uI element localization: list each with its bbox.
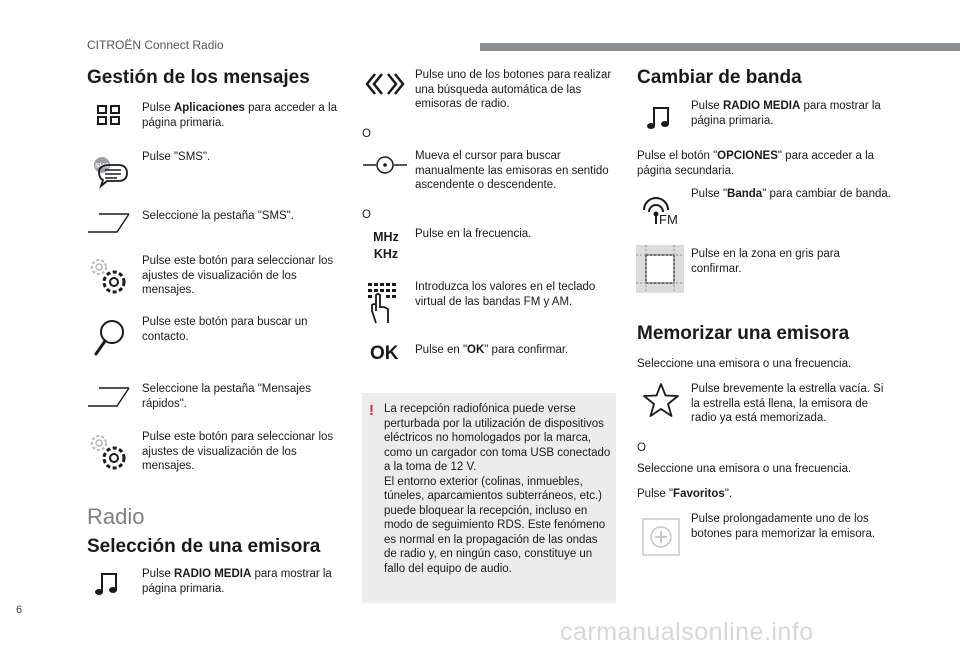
apps-grid-icon	[96, 104, 122, 126]
banda-item-2: Pulse "Banda" para cambiar de banda.	[691, 188, 891, 200]
or-separator: O	[362, 209, 371, 221]
banda-item-3: Pulse en la zona en gris para confirmar.	[691, 248, 840, 275]
frequency-icon-khz: KHz	[373, 247, 399, 261]
tab-icon	[87, 386, 131, 408]
fm-radio-icon	[640, 192, 682, 226]
seek-arrows-icon	[364, 71, 406, 97]
or-separator: O	[637, 442, 646, 454]
middle-item-4: Introduzca los valores en el teclado virtual de las bandas FM y AM.	[415, 281, 596, 308]
gestion-item-3: Seleccione la pestaña "SMS".	[142, 210, 294, 222]
keyboard-hand-icon	[366, 281, 402, 325]
warning-note-text: La recepción radiofónica puede verse perturbada por la utilización de dispositivos eléctricos no homologados por la marca, como un cargador con toma USB conectado a la toma de 12 V. El entorno exterior (colinas, inmuebles, túneles, aparcamientos subterráneos, etc.) puede bloquear la recepción, incluso en modo de seguimiento RDS. Este fenómeno es normal en la propagación de las ondas de radio y, en ningún caso, constituye un fallo del equipo de audio.	[384, 403, 611, 575]
plus-button-icon	[641, 517, 681, 557]
memorizar-para-1: Seleccione una emisora o una frecuencia.	[637, 358, 852, 370]
sms-icon-label: SMS	[94, 162, 110, 170]
banda-para: Pulse el botón "OPCIONES" para acceder a la página secundaria.	[637, 150, 875, 177]
grey-zone-icon	[636, 245, 684, 293]
seleccion-item: Pulse RADIO MEDIA para mostrar la página primaria.	[142, 568, 332, 595]
gestion-item-5: Pulse este botón para buscar un contacto.	[142, 316, 308, 343]
tab-icon	[87, 212, 131, 234]
memorizar-para-2: Seleccione una emisora o una frecuencia.	[637, 463, 852, 475]
watermark: carmanualsonline.info	[560, 618, 814, 646]
section-title-memorizar: Memorizar una emisora	[637, 323, 850, 344]
sms-icon	[91, 155, 129, 189]
section-title-seleccion: Selección de una emisora	[87, 536, 321, 557]
gear-icon	[88, 432, 128, 472]
header-title: CITROËN Connect Radio	[87, 38, 224, 52]
page-number: 6	[16, 604, 23, 616]
gestion-item-1: Pulse Aplicaciones para acceder a la página primaria.	[142, 102, 337, 129]
section-title-banda: Cambiar de banda	[637, 67, 802, 88]
music-note-icon	[646, 104, 674, 132]
warning-icon: !	[369, 402, 374, 419]
gestion-item-6: Seleccione la pestaña "Mensajes rápidos".	[142, 383, 312, 410]
gestion-item-2: Pulse "SMS".	[142, 151, 211, 163]
search-icon	[92, 318, 128, 358]
star-icon	[642, 382, 680, 418]
middle-item-3: Pulse en la frecuencia.	[415, 228, 532, 240]
fm-icon-label: FM	[659, 212, 678, 226]
gestion-item-4: Pulse este botón para seleccionar los ajustes de visualización de los mensajes.	[142, 255, 334, 296]
slider-cursor-icon	[362, 155, 408, 175]
memorizar-item-2: Pulse prolongadamente uno de los botones para memorizar la emisora.	[691, 513, 876, 540]
banda-item-1: Pulse RADIO MEDIA para mostrar la página primaria.	[691, 100, 881, 127]
memorizar-item-1: Pulse brevemente la estrella vacía. Si la estrella está llena, la emisora de radio ya está memorizada.	[691, 383, 884, 424]
header-bar	[480, 43, 960, 51]
frequency-icon-mhz: MHz	[373, 230, 399, 244]
ok-icon: OK	[370, 343, 399, 364]
gear-icon	[88, 256, 128, 296]
memorizar-para-3: Pulse "Favoritos".	[637, 488, 733, 500]
middle-item-1: Pulse uno de los botones para realizar una búsqueda automática de las emisoras de radio.	[415, 69, 612, 110]
section-title-gestion: Gestión de los mensajes	[87, 67, 310, 88]
music-note-icon	[94, 570, 122, 598]
section-title-radio: Radio	[87, 504, 145, 529]
frequency-icon	[370, 229, 402, 263]
middle-item-2: Mueva el cursor para buscar manualmente las emisoras en sentido ascendente o descendente.	[415, 150, 609, 191]
middle-item-5: Pulse en "OK" para confirmar.	[415, 344, 569, 356]
gestion-item-7: Pulse este botón para seleccionar los ajustes de visualización de los mensajes.	[142, 431, 334, 472]
or-separator: O	[362, 128, 371, 140]
